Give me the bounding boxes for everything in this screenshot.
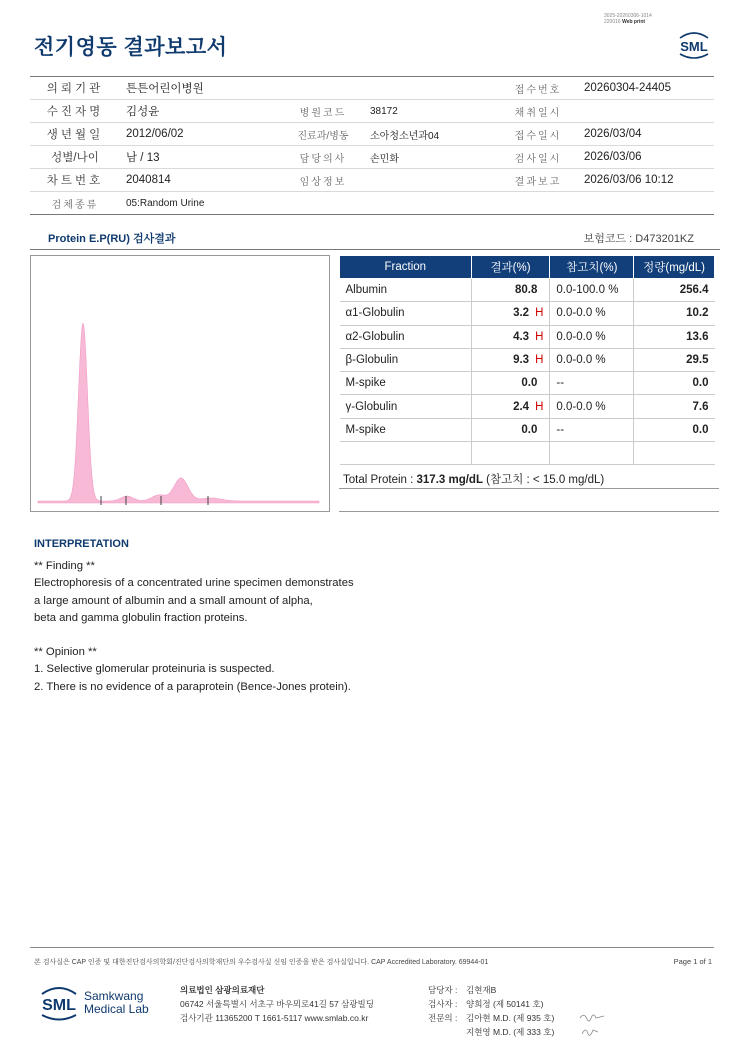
fraction-result <box>471 348 550 371</box>
label-birth: 생년월일 <box>30 123 120 146</box>
info-row <box>30 146 714 169</box>
label-department: 진료과/병동 <box>282 123 364 146</box>
patient-info-table <box>30 76 714 215</box>
org-contact: 검사기관 11365200 T 1661-5117 www.smlab.co.kr <box>180 1013 369 1023</box>
fraction-name: α1-Globulin <box>340 302 472 325</box>
fraction-result <box>471 279 550 302</box>
result-row <box>340 372 715 395</box>
insurance-code: 보험코드 : D473201KZ <box>583 233 694 245</box>
brand-name <box>84 990 149 1016</box>
value-hospital-code: 38172 <box>364 100 498 123</box>
brand-line2: Medical Lab <box>84 1002 149 1016</box>
interpretation-body <box>34 558 354 696</box>
empty-cell <box>634 442 715 465</box>
staff-role: 담당자 : <box>428 985 458 995</box>
fraction-quantity: 7.6 <box>634 395 715 418</box>
result-row <box>340 395 715 418</box>
fraction-name: α2-Globulin <box>340 325 472 348</box>
col-reference: 참고치(%) <box>550 256 634 279</box>
value-patient-name: 김성윤 <box>120 100 282 123</box>
fraction-quantity: 256.4 <box>634 279 715 302</box>
interp-line: 1. Selective glomerular proteinuria is suspected. <box>34 663 275 676</box>
fraction-quantity: 0.0 <box>634 372 715 395</box>
fraction-result <box>471 372 550 395</box>
results-table <box>339 255 715 465</box>
fraction-reference: 0.0-0.0 % <box>550 395 634 418</box>
fraction-name: M-spike <box>340 418 472 441</box>
label-report-date: 결과보고 <box>498 169 578 192</box>
result-row <box>340 302 715 325</box>
result-value: 4.3 <box>513 330 530 343</box>
result-value: 2.4 <box>513 400 530 413</box>
label-receipt-no: 접수번호 <box>498 77 578 100</box>
samkwang-logo-icon <box>38 984 80 1022</box>
fraction-reference: 0.0-0.0 % <box>550 302 634 325</box>
empty-cell <box>550 442 634 465</box>
interp-line: ** Opinion ** <box>34 646 97 659</box>
accreditation-note: 본 검사실은 CAP 인증 및 대한진단검사의학회/진단검사의학재단의 우수검사실 신임 인증을 받은 검사실입니다. CAP Accredited Laboratory. 69944-01 <box>34 959 489 966</box>
fraction-reference: -- <box>550 418 634 441</box>
staff-role: 검사자 : <box>428 999 458 1009</box>
fraction-reference: -- <box>550 372 634 395</box>
staff-name: 양희정 (제 50141 호) <box>466 999 544 1009</box>
result-value: 0.0 <box>521 377 538 390</box>
interp-line: ** Finding ** <box>34 560 95 572</box>
org-address: 06742 서울특별시 서초구 바우뫼로41길 57 삼광빌딩 <box>180 999 374 1009</box>
signature-icon <box>578 1010 608 1040</box>
fraction-quantity: 29.5 <box>634 348 715 371</box>
fraction-result <box>471 325 550 348</box>
value-requester: 튼튼어린이병원 <box>120 77 498 100</box>
value-receipt-date: 2026/03/04 <box>578 123 714 146</box>
sml-logo-text: SML <box>680 39 708 54</box>
label-receipt-date: 접수일시 <box>498 123 578 146</box>
total-protein-reference: (참고치 : < 15.0 mg/dL) <box>482 474 605 486</box>
electrophoresis-plot <box>31 256 329 511</box>
result-value: 0.0 <box>521 423 538 436</box>
value-sex-age: 남 / 13 <box>120 146 282 169</box>
value-chart-no: 2040814 <box>120 169 282 192</box>
fraction-reference: 0.0-100.0 % <box>550 279 634 302</box>
fraction-quantity: 13.6 <box>634 325 715 348</box>
fraction-quantity: 0.0 <box>634 418 715 441</box>
result-row <box>340 348 715 371</box>
result-row <box>340 279 715 302</box>
sml-logo-icon <box>676 30 712 60</box>
interp-line: 2. There is no evidence of a paraprotein (Bence-Jones protein). <box>34 680 351 693</box>
info-row <box>30 123 714 146</box>
report-code-line2: 220016 <box>604 19 621 25</box>
section-divider <box>30 249 720 250</box>
value-doctor: 손민화 <box>364 146 498 169</box>
result-row <box>340 325 715 348</box>
info-row <box>30 192 714 215</box>
total-protein-label: Total Protein : <box>343 474 417 486</box>
high-flag: H <box>535 307 544 320</box>
value-receipt-no: 20260304-24405 <box>578 77 714 100</box>
interp-spacer <box>34 627 354 644</box>
label-doctor: 담당의사 <box>282 146 364 169</box>
electrophoresis-chart <box>30 255 330 512</box>
info-row <box>30 77 714 100</box>
web-print-label: Web print <box>622 19 646 25</box>
staff-info <box>428 983 554 1039</box>
label-clinical-info: 임상정보 <box>282 169 364 192</box>
info-row <box>30 100 714 123</box>
result-value: 9.3 <box>513 354 530 367</box>
high-flag: H <box>535 400 544 413</box>
col-quantity: 정량(mg/dL) <box>634 256 715 279</box>
value-report-date: 2026/03/06 10:12 <box>578 169 714 192</box>
staff-name: 김현재B <box>466 985 497 995</box>
result-value: 3.2 <box>513 307 530 320</box>
organization-info <box>180 983 374 1025</box>
label-hospital-code: 병원코드 <box>282 100 364 123</box>
page-title: 전기영동 결과보고서 <box>34 36 228 59</box>
fraction-result <box>471 395 550 418</box>
label-requester: 의뢰기관 <box>30 77 120 100</box>
staff-name: 김아현 M.D. (제 935 호) <box>466 1013 555 1023</box>
org-name: 의료법인 삼광의료재단 <box>180 985 265 995</box>
staff-name: 지현영 M.D. (제 333 호) <box>466 1027 555 1037</box>
value-collect-date <box>578 100 714 123</box>
label-specimen: 검체종류 <box>30 192 120 215</box>
fraction-reference: 0.0-0.0 % <box>550 348 634 371</box>
value-test-date: 2026/03/06 <box>578 146 714 169</box>
total-protein-value: 317.3 mg/dL <box>416 474 483 486</box>
fraction-name: β-Globulin <box>340 348 472 371</box>
label-chart-no: 차트번호 <box>30 169 120 192</box>
empty-cell <box>340 442 472 465</box>
col-fraction: Fraction <box>340 256 472 279</box>
section-title: Protein E.P(RU) 검사결과 <box>48 233 176 245</box>
fraction-name: M-spike <box>340 372 472 395</box>
result-row <box>340 418 715 441</box>
label-test-date: 검사일시 <box>498 146 578 169</box>
footer-divider <box>30 947 714 948</box>
staff-row <box>428 1011 554 1025</box>
info-row <box>30 169 714 192</box>
total-protein <box>343 471 604 487</box>
fraction-result <box>471 418 550 441</box>
interp-line: a large amount of albumin and a small amount of alpha, <box>34 594 313 607</box>
fraction-name: γ-Globulin <box>340 395 472 418</box>
divider <box>339 511 719 512</box>
interp-line: beta and gamma globulin fraction proteins. <box>34 611 248 624</box>
result-row-empty <box>340 442 715 465</box>
report-code <box>604 13 684 25</box>
staff-row <box>428 983 554 997</box>
value-specimen: 05:Random Urine <box>120 192 714 215</box>
high-flag: H <box>535 354 544 367</box>
label-sex-age: 성별/나이 <box>30 146 120 169</box>
report-code-line1: 3025-20260306-1014 <box>604 13 652 19</box>
empty-cell <box>471 442 550 465</box>
divider <box>339 488 719 489</box>
staff-row <box>428 1025 554 1039</box>
page-number: Page 1 of 1 <box>673 957 712 966</box>
samkwang-logo-text: SML <box>42 997 76 1014</box>
label-collect-date: 채취일시 <box>498 100 578 123</box>
fraction-result <box>471 302 550 325</box>
electrophoresis-curve <box>38 323 319 503</box>
staff-role: 전문의 : <box>428 1013 458 1023</box>
interp-line: Electrophoresis of a concentrated urine specimen demonstrates <box>34 577 354 590</box>
value-department: 소아청소년과04 <box>364 123 498 146</box>
high-flag: H <box>535 330 544 343</box>
value-clinical-info <box>364 169 498 192</box>
col-result: 결과(%) <box>471 256 550 279</box>
results-header-row <box>340 256 715 279</box>
result-value: 80.8 <box>515 284 538 297</box>
fraction-reference: 0.0-0.0 % <box>550 325 634 348</box>
brand-line1: Samkwang <box>84 989 144 1003</box>
label-patient-name: 수진자명 <box>30 100 120 123</box>
fraction-name: Albumin <box>340 279 472 302</box>
value-birth: 2012/06/02 <box>120 123 282 146</box>
interpretation-title: INTERPRETATION <box>34 538 129 550</box>
fraction-quantity: 10.2 <box>634 302 715 325</box>
staff-row <box>428 997 554 1011</box>
